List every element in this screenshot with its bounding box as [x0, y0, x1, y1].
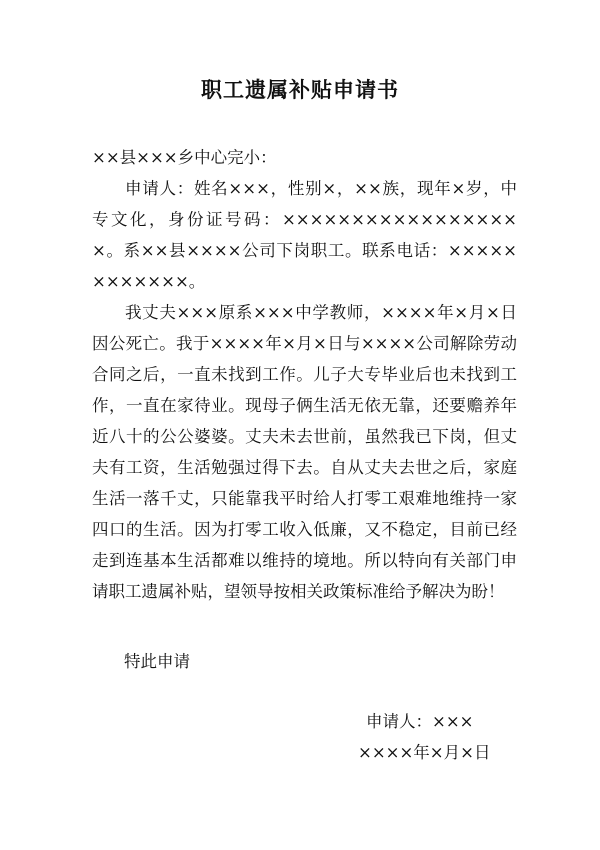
application-date: ××××年×月×日 [358, 743, 491, 762]
closing-phrase: 特此申请 [124, 652, 190, 671]
document-title: 职工遗属补贴申请书 [201, 77, 399, 102]
salutation: ××县×××乡中心完小： [92, 148, 277, 167]
reason-paragraph: 我丈夫×××原系×××中学教师，××××年×月×日因公死亡。我于××××年×月×日与××××公司解除劳动合同之后，一直未找到工作。儿子大专毕业后也未找到工作，一直在家待业。现母子俩生活无依无靠，还要赡养年近八十的公公婆婆。丈夫未去世前，虽然我已下岗，但丈夫有工资，生活勉强过得下去。自从丈夫去世之后，家庭生活一落千丈，只能靠我平时给人打零工艰难地维持一家四口的生活。因为打零工收入低廉，又不稳定，目前已经走到连基本生活都难以维持的境地。所以特向有关部门申请职工遗属补贴，望领导按相关政策标准给予解决为盼！ [92, 303, 517, 601]
applicant-info-paragraph: 申请人：姓名×××，性别×，××族，现年×岁，中专文化，身份证号码：××××××××××××××××××。系××县××××公司下岗职工。联系电话：××××××××××××。 [92, 179, 517, 291]
applicant-signature: 申请人：××× [366, 712, 474, 731]
